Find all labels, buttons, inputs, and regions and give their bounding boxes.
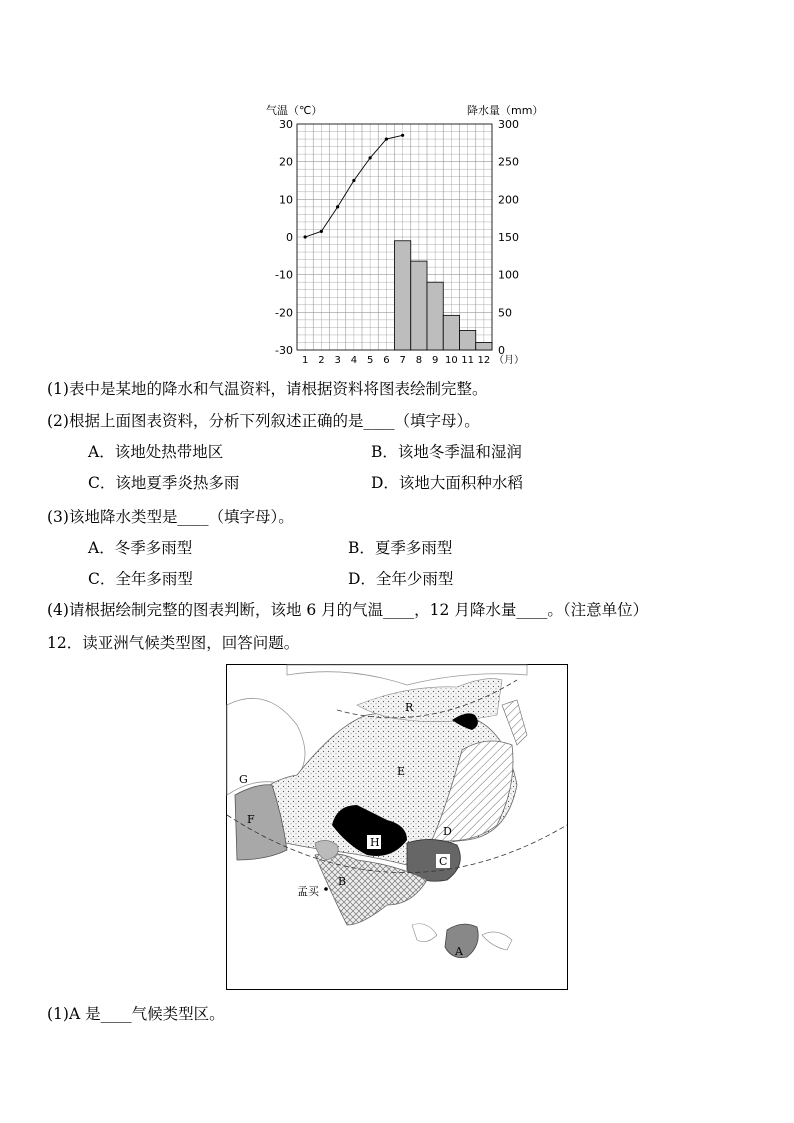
y-right-tick-label: 0 bbox=[498, 344, 505, 357]
y-right-tick-label: 100 bbox=[498, 268, 519, 282]
mumbai-label: 孟买 bbox=[297, 885, 319, 898]
temperature-point bbox=[320, 230, 323, 233]
question-3-option-c: C．全年多雨型 bbox=[88, 570, 193, 588]
question-12: 12．读亚洲气候类型图，回答问题。 bbox=[47, 634, 300, 652]
question-4: (4)请根据绘制完整的图表判断，该地 6 月的气温____，12 月降水量____。（注意单位） bbox=[47, 601, 649, 619]
x-tick-label: 6 bbox=[383, 355, 390, 366]
question-2-option-a: A．该地处热带地区 bbox=[88, 443, 224, 461]
mumbai-dot bbox=[324, 887, 328, 891]
temperature-point bbox=[385, 137, 388, 140]
y-right-tick-label: 300 bbox=[498, 118, 519, 131]
temperature-point bbox=[369, 156, 372, 159]
temperature-point bbox=[401, 134, 404, 137]
x-tick-label: 7 bbox=[399, 355, 406, 366]
precipitation-bar bbox=[476, 342, 492, 350]
temperature-point bbox=[336, 205, 339, 208]
y-left-tick-label: 0 bbox=[286, 231, 293, 244]
x-tick-label: 5 bbox=[366, 355, 374, 366]
y-left-tick-label: 10 bbox=[279, 193, 293, 207]
label-c: C bbox=[439, 855, 448, 868]
question-3-option-d: D．全年少雨型 bbox=[348, 570, 454, 588]
label-e: E bbox=[397, 765, 406, 778]
precipitation-bar bbox=[427, 282, 443, 350]
y-right-tick-label: 50 bbox=[498, 306, 512, 320]
label-a: A bbox=[455, 945, 463, 958]
x-tick-label: 11 bbox=[461, 355, 474, 366]
question-2: (2)根据上面图表资料，分析下列叙述正确的是____（填字母）。 bbox=[47, 412, 480, 430]
question-2-option-b: B．该地冬季温和湿润 bbox=[371, 443, 522, 461]
x-tick-label: 3 bbox=[334, 355, 341, 366]
x-axis-unit: （月） bbox=[494, 355, 524, 366]
x-tick-label: 2 bbox=[318, 355, 325, 366]
label-h: H bbox=[370, 836, 380, 849]
question-3-option-a: A．冬季多雨型 bbox=[88, 539, 193, 557]
x-tick-label: 4 bbox=[350, 355, 358, 366]
y-right-axis-title: 降水量（mm） bbox=[467, 104, 544, 117]
y-right-tick-label: 200 bbox=[498, 193, 519, 207]
question-2-option-c: C．该地夏季炎热多雨 bbox=[88, 474, 240, 492]
label-f: F bbox=[247, 813, 255, 826]
asia-climate-map bbox=[226, 664, 568, 990]
x-tick-label: 9 bbox=[431, 355, 439, 366]
label-g: G bbox=[239, 773, 248, 786]
precipitation-bar bbox=[411, 261, 427, 350]
region-hatch-east bbox=[502, 700, 527, 745]
question-3-option-b: B．夏季多雨型 bbox=[348, 539, 453, 557]
precipitation-bar bbox=[460, 330, 476, 350]
precipitation-bar bbox=[443, 315, 459, 350]
question-2-option-d: D．该地大面积种水稻 bbox=[371, 474, 523, 492]
label-r: R bbox=[405, 701, 414, 714]
y-right-tick-label: 250 bbox=[498, 155, 519, 169]
temperature-point bbox=[304, 235, 307, 238]
y-left-tick-label: 30 bbox=[279, 118, 293, 131]
y-left-tick-label: -30 bbox=[275, 344, 293, 357]
label-d: D bbox=[443, 825, 452, 838]
y-left-tick-label: 20 bbox=[279, 155, 293, 169]
question-1: (1)表中是某地的降水和气温资料，请根据资料将图表绘制完整。 bbox=[47, 380, 488, 398]
temperature-point bbox=[352, 179, 355, 182]
y-left-tick-label: -20 bbox=[275, 306, 293, 320]
x-tick-label: 12 bbox=[477, 355, 491, 366]
precipitation-bar bbox=[395, 241, 411, 350]
x-tick-label: 1 bbox=[301, 355, 309, 366]
climate-chart bbox=[262, 98, 544, 370]
x-tick-label: 10 bbox=[445, 355, 458, 366]
x-tick-label: 8 bbox=[415, 355, 423, 366]
y-right-tick-label: 150 bbox=[498, 231, 519, 244]
question-3: (3)该地降水类型是____（填字母）。 bbox=[47, 508, 294, 526]
question-12-1: (1)A 是____气候类型区。 bbox=[47, 1005, 225, 1023]
y-left-tick-label: -10 bbox=[275, 268, 293, 282]
label-b: B bbox=[338, 875, 347, 888]
y-left-axis-title: 气温（℃） bbox=[266, 104, 323, 117]
